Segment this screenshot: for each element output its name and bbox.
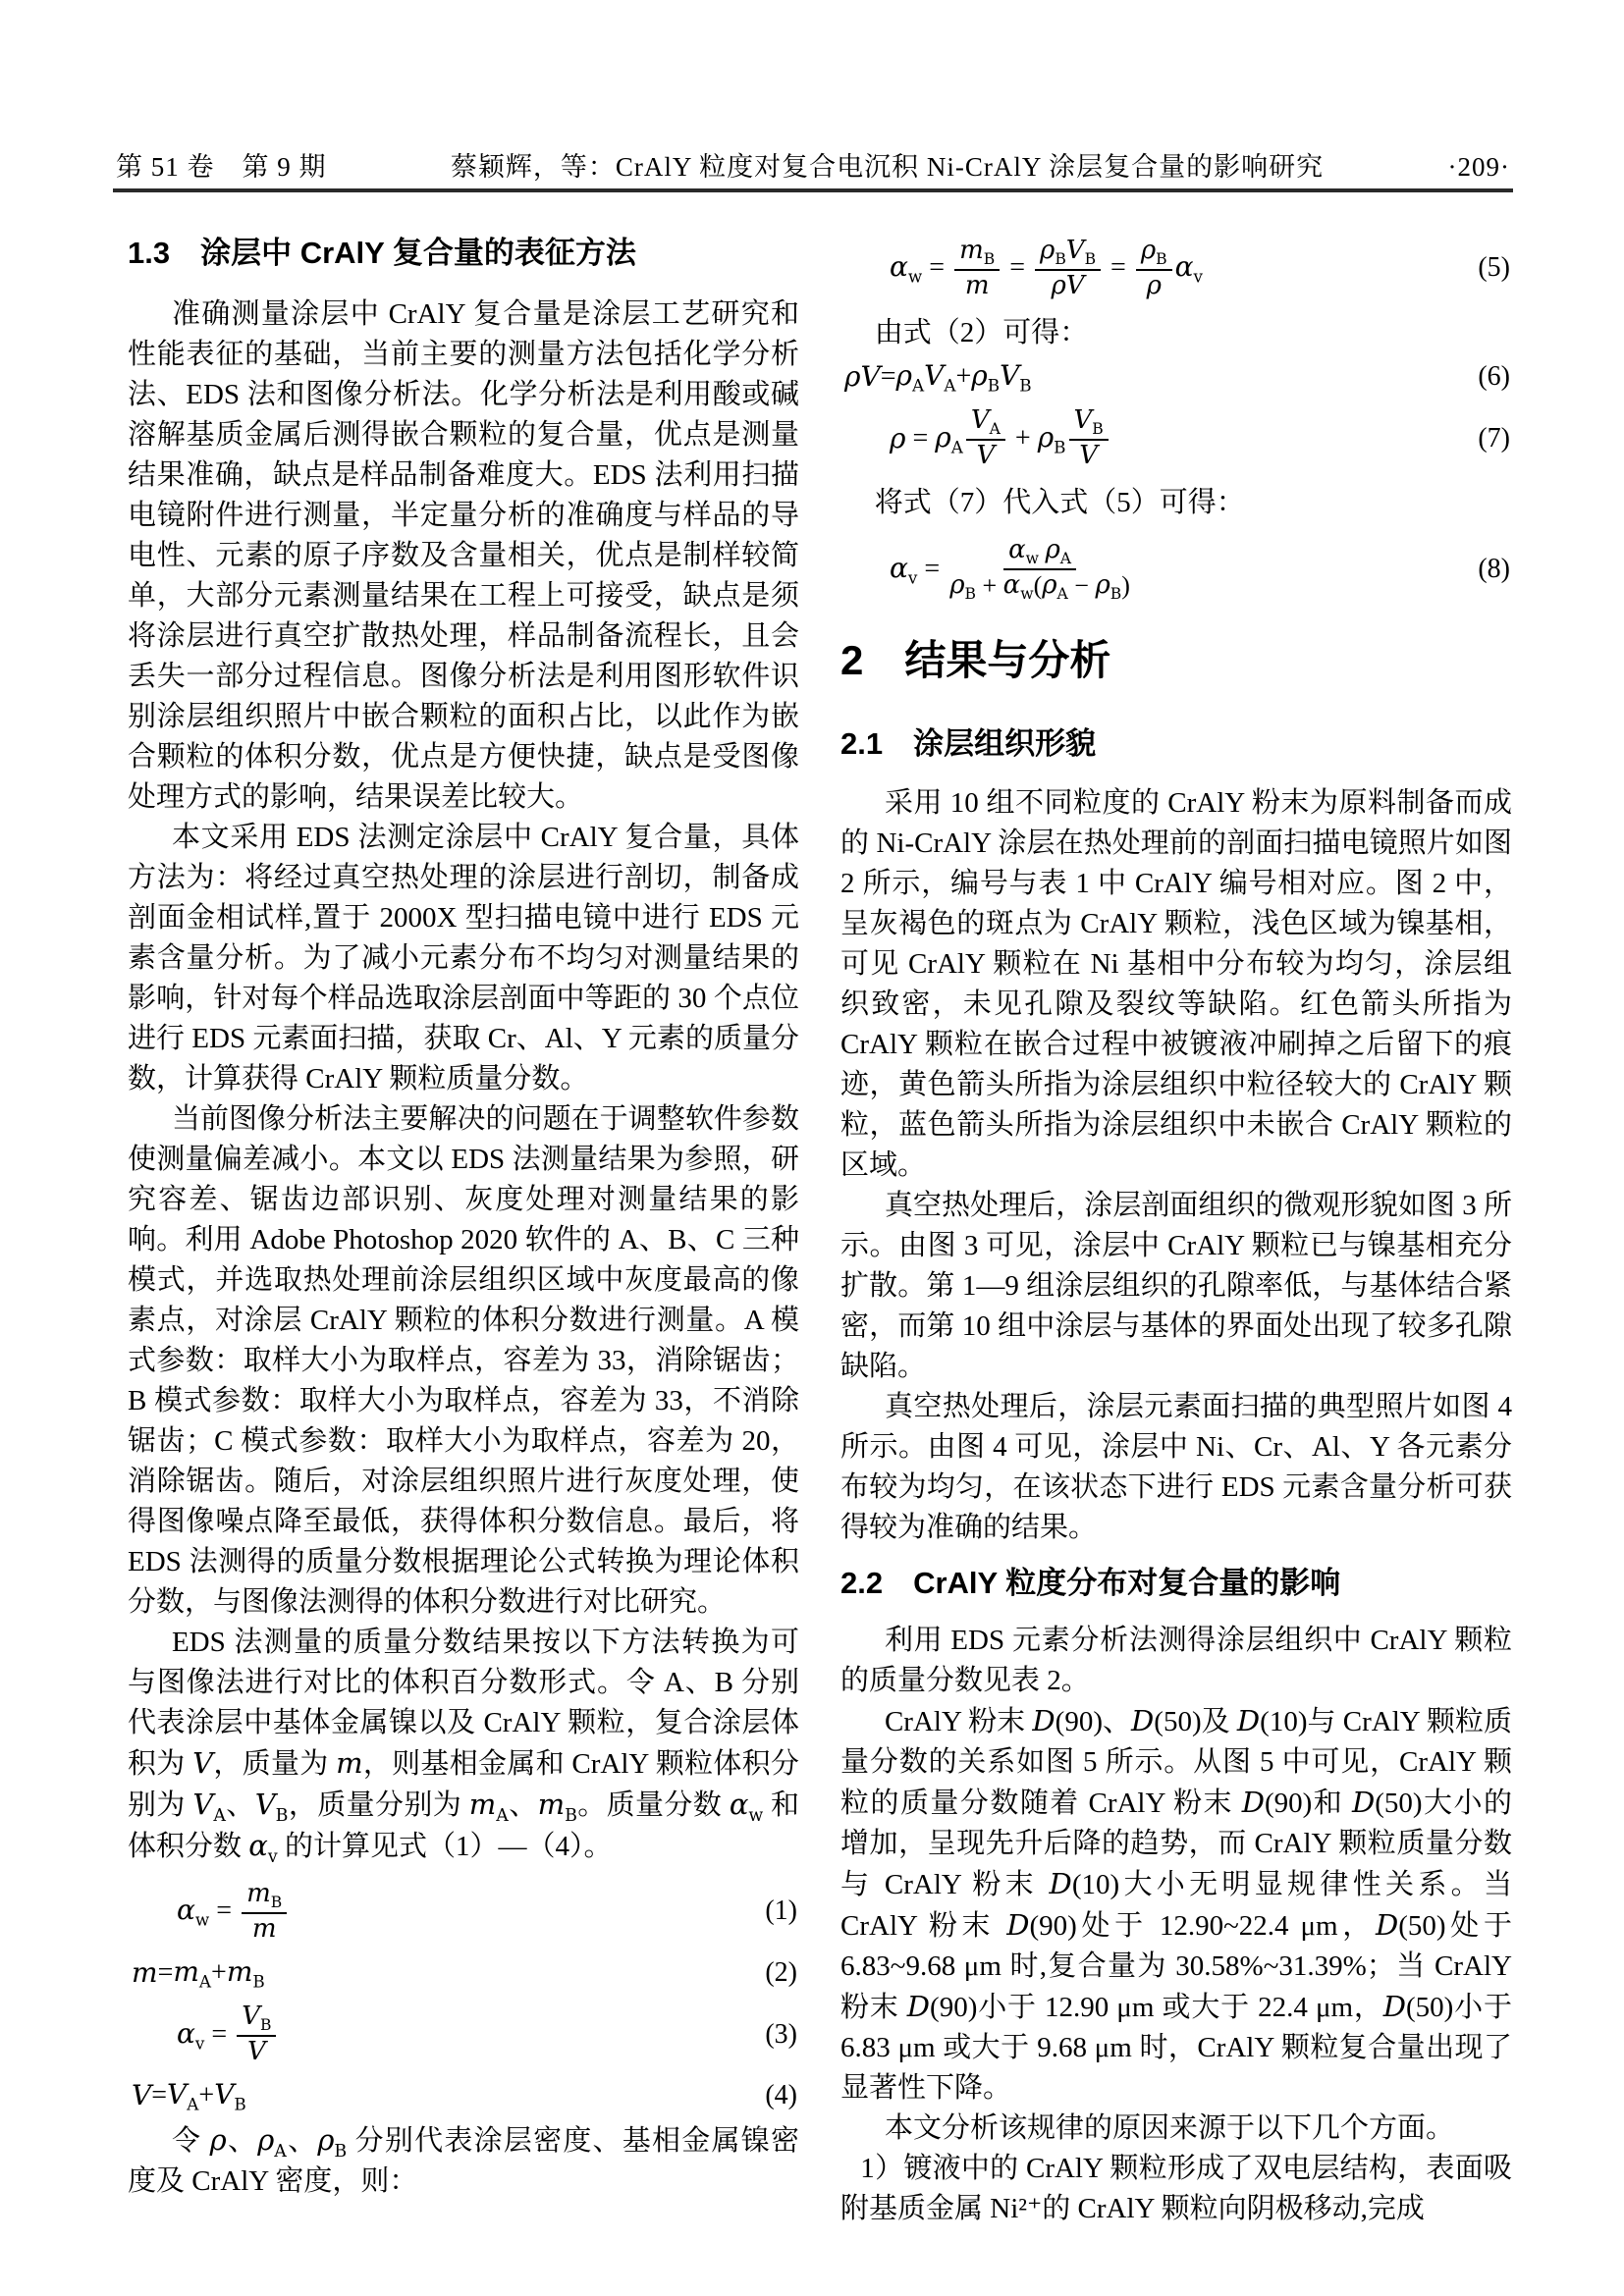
equation-6 bbox=[840, 360, 1512, 394]
body-paragraph: 准确测量涂层中 CrAlY 复合量是涂层工艺研究和性能表征的基础，当前主要的测量方法包括化学分析法、EDS 法和图像分析法。化学分析法是利用酸或碱溶解基质金属后测得嵌合颗粒的复合量，优点是测量结果准确，缺点是样品制备难度大。EDS 法利用扫描电镜附件进行测量，半定量分析的准确度与样品的导电性、元素的原子序数及含量相关，优点是制样较简单，大部分元素测量结果在工程上可接受，缺点是须将涂层进行真空扩散热处理，样品制备流程长，且会丢失一部分过程信息。图像分析法是利用图形软件识别涂层组织照片中嵌合颗粒的面积占比，以此作为嵌合颗粒的体积分数，优点是方便快捷，缺点是受图像处理方式的影响，结果误差比较大。 bbox=[128, 298, 799, 813]
body-paragraph: 采用 10 组不同粒度的 CrAlY 粉末为原料制备而成的 Ni-CrAlY 涂层在热处理前的剖面扫描电镜照片如图 2 所示，编号与表 1 中 CrAlY 编号相对应。图 2 中，呈灰褐色的斑点为 CrAlY 颗粒，浅色区域为镍基相，可见 CrAlY 颗粒在 Ni 基相中分布较为均匀，涂层组织致密，未见孔隙及裂纹等缺陷。红色箭头所指为 CrAlY 颗粒在嵌合过程中被镀液冲刷掉之后留下的痕迹，黄色箭头所指为涂层组织中粒径较大的 CrAlY 颗粒，蓝色箭头所指为涂层组织中未嵌合 CrAlY 颗粒的区域。 bbox=[840, 786, 1512, 1181]
equation-number: (7) bbox=[1478, 422, 1510, 454]
equation-number: (4) bbox=[765, 2080, 797, 2111]
section-heading-1-3: 1.3 涂层中 CrAlY 复合量的表征方法 bbox=[128, 236, 636, 270]
equation-connector: 将式（7）代入式（5）可得： bbox=[874, 487, 1245, 519]
equation-connector: 由式（2）可得： bbox=[874, 316, 1089, 348]
equation-3 bbox=[128, 2002, 799, 2066]
body-paragraph: 本文采用 EDS 法测定涂层中 CrAlY 复合量，具体方法为：将经过真空热处理的涂层进行剖切，制备成剖面金相试样,置于 2000X 型扫描电镜中进行 EDS 元素含量分析。为了减小元素分布不均匀对测量结果的影响，针对每个样品选取涂层剖面中等距的 30 个点位进行 EDS 元素面扫描，获取 Cr、Al、Y 元素的质量分数，计算获得 CrAlY 颗粒质量分数。 bbox=[128, 822, 799, 1095]
equation-body: $\alpha_w$ = $\frac{m_B}{m}$ bbox=[128, 1880, 290, 1944]
page-header bbox=[116, 145, 1510, 184]
header-rule bbox=[113, 188, 1513, 192]
equation-number: (1) bbox=[765, 1896, 797, 1927]
body-paragraph: 令 ρ、$\rho_A$、$\rho_B$ 分别代表涂层密度、基相金属镍密度及 CrAlY 密度，则： bbox=[128, 2122, 799, 2197]
equation-number: (5) bbox=[1478, 252, 1510, 284]
equation-body: $\alpha_w$ = $\frac{m_B}{m}$ = $\rho_B$ $V_B$ ρ V = $\frac{\rho_B}{\rho}$ $\alpha_v$ bbox=[890, 236, 1203, 300]
equation-body: ρ V = $\rho_A$ $V_A$ + $\rho_B$ $V_B$ bbox=[844, 358, 1032, 396]
equation-body: ρ = $\rho_A$ $\frac{V_A}{V}$ + $\rho_B$ $\frac{V_B}{V}$ bbox=[840, 406, 1111, 470]
equation-2 bbox=[128, 1956, 799, 1990]
body-paragraph: 本文分析该规律的原因来源于以下几个方面。 bbox=[884, 2111, 1454, 2144]
section-heading-2: 2 结果与分析 bbox=[840, 636, 1111, 683]
left-column bbox=[128, 224, 799, 2202]
body-paragraph: 真空热处理后，涂层剖面组织的微观形貌如图 3 所示。由图 3 可见，涂层中 CrAlY 颗粒已与镍基相充分扩散。第 1—9 组涂层组织的孔隙率低，与基体结合紧密，而第 10 组中涂层与基体的界面处出现了较多孔隙缺陷。 bbox=[840, 1189, 1512, 1382]
equation-body: $\alpha_v$ = $\alpha_w$ $\rho_A$ $\rho_B$ + $\alpha_w$ ( $\rho_A$ − $\rho_B$ ) bbox=[890, 535, 1130, 604]
right-column bbox=[840, 224, 1512, 2229]
equation-8 bbox=[840, 536, 1512, 603]
equation-body: m = $m_A$ + $m_B$ bbox=[132, 1954, 265, 1992]
equation-7 bbox=[840, 406, 1512, 470]
body-paragraph: 1）镀液中的 CrAlY 颗粒形成了双电层结构，表面吸附基质金属 Ni²⁺的 CrAlY 颗粒向阴极移动,完成 bbox=[840, 2152, 1512, 2224]
equation-number: (3) bbox=[765, 2018, 797, 2050]
equation-number: (6) bbox=[1478, 360, 1510, 392]
page-number: ·209· bbox=[1447, 152, 1510, 182]
section-heading-2-1: 2.1 涂层组织形貌 bbox=[840, 725, 1097, 761]
equation-4 bbox=[128, 2079, 799, 2112]
body-paragraph: 真空热处理后，涂层元素面扫描的典型照片如图 4 所示。由图 4 可见，涂层中 Ni、Cr、Al、Y 各元素分布较为均匀，在该状态下进行 EDS 元素含量分析可获得较为准确的结果。 bbox=[840, 1390, 1512, 1543]
body-paragraph: 当前图像分析法主要解决的问题在于调整软件参数使测量偏差减小。本文以 EDS 法测量结果为参照，研究容差、锯齿边部识别、灰度处理对测量结果的影响。利用 Adobe Photoshop 2020 软件的 A、B、C 三种模式，并选取热处理前涂层组织区域中灰度最高的像素点，对涂层 CrAlY 颗粒的体积分数进行测量。A 模式参数：取样大小为取样点，容差为 33，消除锯齿；B 模式参数：取样大小为取样点，容差为 33，不消除锯齿；C 模式参数：取样大小为取样点，容差为 20，消除锯齿。随后，对涂层组织照片进行灰度处理，使得图像噪点降至最低，获得体积分数信息。最后，将 EDS 法测得的质量分数根据理论公式转换为理论体积分数，与图像法测得的体积分数进行对比研究。 bbox=[128, 1103, 799, 1618]
volume-issue: 第 51 卷 第 9 期 bbox=[116, 152, 327, 182]
section-heading-2-2: 2.2 CrAlY 粒度分布对复合量的影响 bbox=[840, 1565, 1341, 1600]
running-title: 蔡颖辉，等：CrAlY 粒度对复合电沉积 Ni-CrAlY 涂层复合量的影响研究 bbox=[450, 152, 1325, 182]
equation-number: (8) bbox=[1478, 553, 1510, 584]
body-paragraph: 利用 EDS 元素分析法测得涂层组织中 CrAlY 颗粒的质量分数见表 2。 bbox=[840, 1624, 1512, 1696]
equation-body: V = $V_A$ + $V_B$ bbox=[132, 2078, 246, 2114]
equation-body: $\alpha_v$ = $\frac{V_B}{V}$ bbox=[128, 2002, 279, 2066]
body-paragraph: CrAlY 粉末 D(90)、D(50)及 D(10)与 CrAlY 颗粒质量分数的关系如图 5 所示。从图 5 中可见，CrAlY 颗粒的质量分数随着 CrAlY 粉末 D(90)和 D(50)大小的增加，呈现先升后降的趋势，而 CrAlY 颗粒质量分数与 CrAlY 粉末 D(10)大小无明显规律性关系。当 CrAlY 粉末 D(90)处于 12.90~22.4 μm，D(50)处于 6.83~9.68 μm 时,复合量为 30.58%~31.39%；当 CrAlY 粉末 D(90)小于 12.90 μm 或大于 22.4 μm，D(50)小于 6.83 μm 或大于 9.68 μm 时，CrAlY 颗粒复合量出现了显著性下降。 bbox=[840, 1703, 1512, 2104]
equation-1 bbox=[128, 1880, 799, 1944]
body-paragraph: EDS 法测量的质量分数结果按以下方法转换为可与图像法进行对比的体积百分数形式。令 A、B 分别代表涂层中基体金属镍以及 CrAlY 颗粒，复合涂层体积为 V，质量为 m，则基相金属和 CrAlY 颗粒体积分别为 $V_A$、$V_B$，质量分别为 $m_A$、$m_B$。质量分数 $\alpha_w$ 和体积分数 $\alpha_v$ 的计算见式（1）—（4）。 bbox=[128, 1627, 799, 1867]
equation-5 bbox=[840, 237, 1512, 300]
equation-number: (2) bbox=[765, 1956, 797, 1988]
